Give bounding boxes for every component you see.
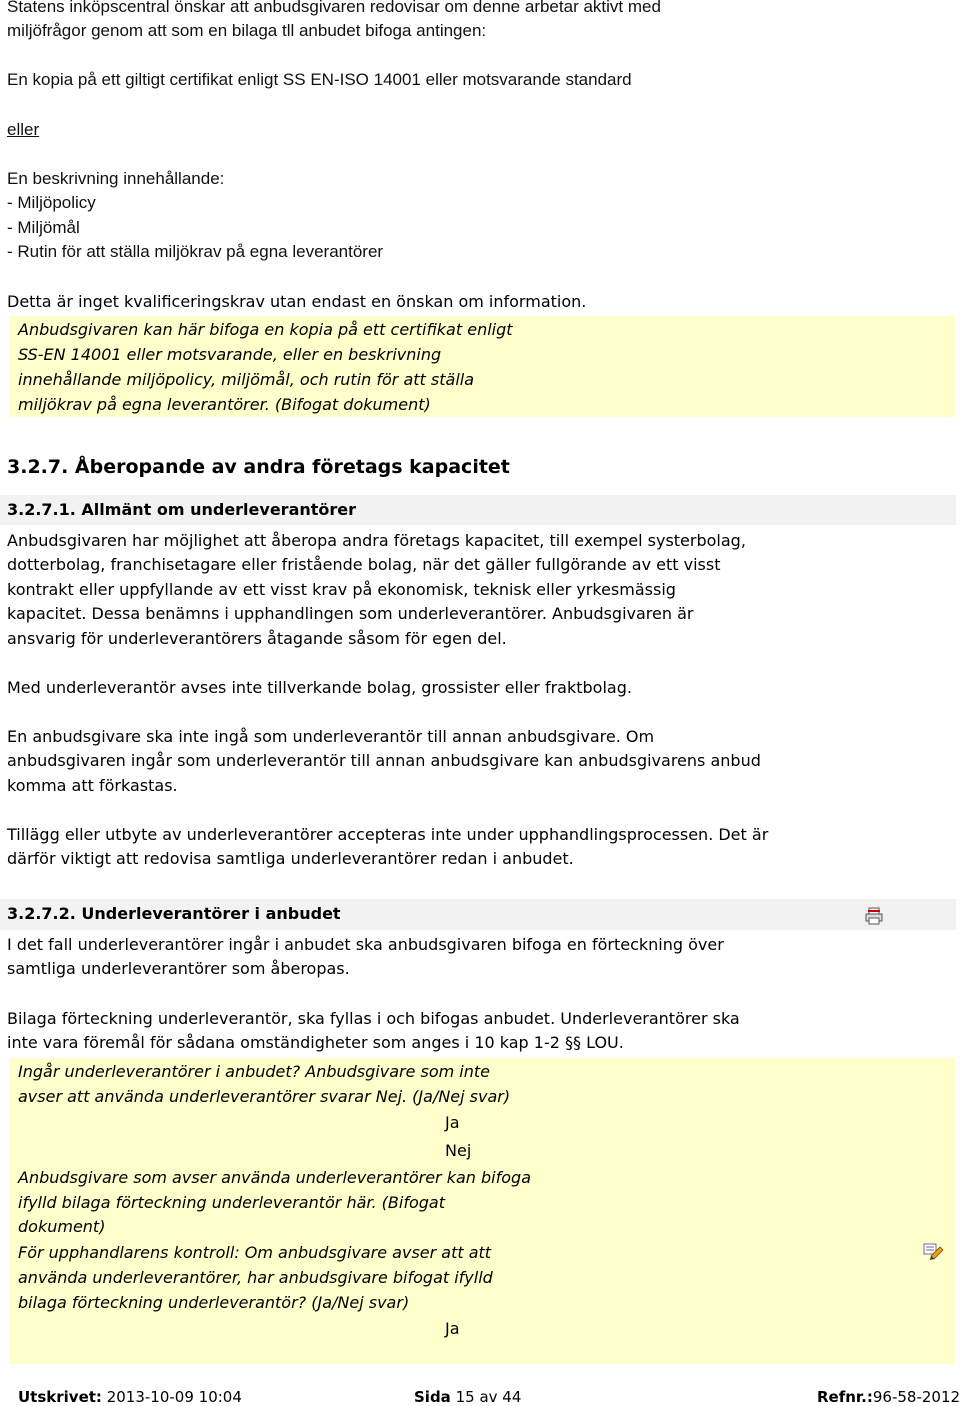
footer-printed xyxy=(18,1388,242,1406)
question-text-line: Ingår underleverantörer i anbudet? Anbudsgivare som inte xyxy=(18,1062,490,1081)
attachment-text-line: SS-EN 14001 eller motsvarande, eller en beskrivning xyxy=(18,345,442,364)
question-text-line: avser att använda underleverantörer svarar Nej. (Ja/Nej svar) xyxy=(18,1087,511,1106)
intro-or-link[interactable]: eller xyxy=(7,120,40,139)
paragraph-line: inte vara föremål för sådana omständigheter som anges i 10 kap 1-2 §§ LOU. xyxy=(7,1033,624,1052)
attachment-text-line: Anbudsgivaren kan här bifoga en kopia på ett certifikat enligt xyxy=(18,320,513,339)
question-text-line: bilaga förteckning underleverantör? (Ja/Nej svar) xyxy=(18,1293,410,1312)
paragraph-line: I det fall underleverantörer ingår i anbudet ska anbudsgivaren bifoga en förteckning över xyxy=(7,935,724,954)
paragraph-line: Med underleverantör avses inte tillverkande bolag, grossister eller fraktbolag. xyxy=(7,678,632,697)
print-icon[interactable] xyxy=(864,906,884,926)
question-text-line: Anbudsgivare som avser använda underleverantörer kan bifoga xyxy=(18,1168,531,1187)
paragraph-line: En anbudsgivare ska inte ingå som underleverantör till annan anbudsgivare. Om xyxy=(7,727,655,746)
answer-option-nej[interactable]: Nej xyxy=(445,1141,472,1160)
section-3272-heading: 3.2.7.2. Underleverantörer i anbudet xyxy=(7,904,341,923)
paragraph-line: dotterbolag, franchisetagare eller fristående bolag, när det gäller fullgörande av ett visst xyxy=(7,555,721,574)
question-text-line: använda underleverantörer, har anbudsgivare bifogat ifylld xyxy=(18,1268,493,1287)
footer-page-value: 15 av 44 xyxy=(455,1388,522,1406)
footer-ref-label: Refnr.: xyxy=(817,1388,873,1406)
intro-item: - Miljöpolicy xyxy=(7,193,96,212)
note-text: Detta är inget kvalificeringskrav utan endast en önskan om information. xyxy=(7,292,587,311)
answer-option-ja[interactable]: Ja xyxy=(445,1113,460,1132)
paragraph-line: samtliga underleverantörer som åberopas. xyxy=(7,959,350,978)
footer-ref xyxy=(817,1388,960,1406)
paragraph-line: kapacitet. Dessa benämns i upphandlingen som underleverantörer. Anbudsgivaren är xyxy=(7,604,694,623)
footer-page-label: Sida xyxy=(414,1388,451,1406)
paragraph-line: därför viktigt att redovisa samtliga underleverantörer redan i anbudet. xyxy=(7,849,574,868)
intro-option-1: En kopia på ett giltigt certifikat enligt SS EN-ISO 14001 eller motsvarande standard xyxy=(7,70,632,89)
section-3271-heading: 3.2.7.1. Allmänt om underleverantörer xyxy=(7,500,357,519)
footer-ref-value: 96-58-2012 xyxy=(872,1388,960,1406)
attachment-text-line: miljökrav på egna leverantörer. (Bifogat dokument) xyxy=(18,395,431,414)
question-text-line: För upphandlarens kontroll: Om anbudsgivare avser att att xyxy=(18,1243,492,1262)
intro-item: - Rutin för att ställa miljökrav på egna leverantörer xyxy=(7,242,384,261)
footer-printed-value: 2013-10-09 10:04 xyxy=(106,1388,242,1406)
footer-page xyxy=(414,1388,521,1406)
footer-printed-label: Utskrivet: xyxy=(18,1388,102,1406)
intro-line-2: miljöfrågor genom att som en bilaga tll anbudet bifoga antingen: xyxy=(7,21,487,40)
intro-item: - Miljömål xyxy=(7,218,80,237)
question-text-line: ifylld bilaga förteckning underleverantör här. (Bifogat xyxy=(18,1193,445,1212)
section-327-heading: 3.2.7. Åberopande av andra företags kapacitet xyxy=(7,456,510,478)
intro-line-1: Statens inköpscentral önskar att anbudsgivaren redovisar om denne arbetar aktivt med xyxy=(7,0,661,16)
paragraph-line: Bilaga förteckning underleverantör, ska fyllas i och bifogas anbudet. Underleverantörer ska xyxy=(7,1009,740,1028)
paragraph-line: Anbudsgivaren har möjlighet att åberopa andra företags kapacitet, till exempel systerbolag, xyxy=(7,531,746,550)
paragraph-line: kontrakt eller uppfyllande av ett visst krav på ekonomisk, teknisk eller yrkesmässig xyxy=(7,580,676,599)
intro-desc-title: En beskrivning innehållande: xyxy=(7,169,225,188)
question-text-line: dokument) xyxy=(18,1217,106,1236)
paragraph-line: Tillägg eller utbyte av underleverantörer accepteras inte under upphandlingsprocessen. Det är xyxy=(7,825,769,844)
attachment-text-line: innehållande miljöpolicy, miljömål, och rutin för att ställa xyxy=(18,370,475,389)
edit-pencil-icon[interactable] xyxy=(922,1240,944,1260)
answer-value: Ja xyxy=(445,1319,460,1338)
paragraph-line: anbudsgivaren ingår som underleverantör till annan anbudsgivare kan anbudsgivarens anbud xyxy=(7,751,761,770)
paragraph-line: ansvarig för underleverantörers åtagande såsom för egen del. xyxy=(7,629,507,648)
paragraph-line: komma att förkastas. xyxy=(7,776,178,795)
